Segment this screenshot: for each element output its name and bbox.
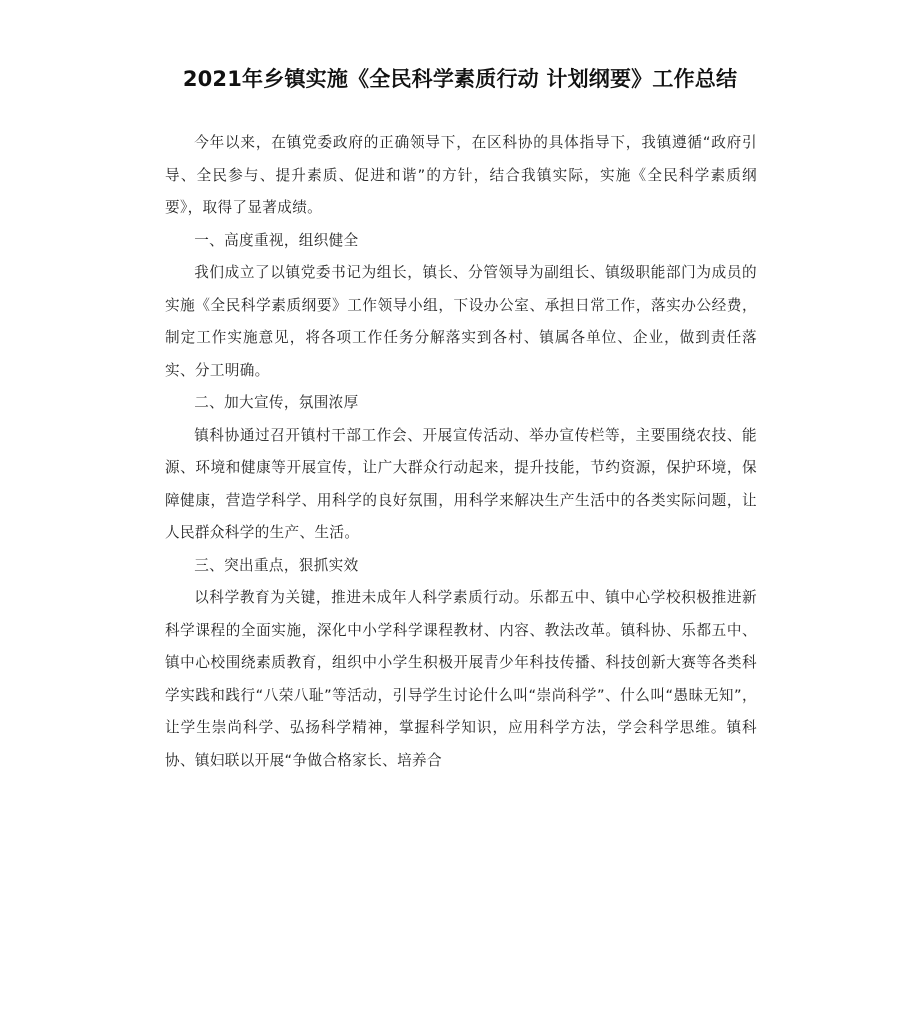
paragraph-section-2: 镇科协通过召开镇村干部工作会、开展宣传活动、举办宣传栏等，主要围绕农技、能源、环境和健康等开展宣传，让广大群众行动起来，提升技能，节约资源，保护环境，保障健康，营造学科学、用科学的良好氛围，用科学来解决生产生活中的各类实际问题，让人民群众科学的生产、生活。	[165, 426, 757, 541]
section-heading-3: 三、突出重点，狠抓实效	[194, 556, 359, 574]
document-title: 2021年乡镇实施《全民科学素质行动 计划纲要》工作总结	[182, 67, 738, 91]
section-heading-2: 二、加大宣传，氛围浓厚	[194, 394, 359, 411]
section-heading-1: 一、高度重视，组织健全	[194, 231, 359, 249]
paragraph-intro: 今年以来，在镇党委政府的正确领导下，在区科协的具体指导下，我镇遵循“政府引导、全民参与、提升素质、促进和谐”的方针，结合我镇实际，实施《全民科学素质纲要》，取得了显著成绩。	[165, 134, 757, 216]
paragraph-section-3: 以科学教育为关键，推进未成年人科学素质行动。乐都五中、镇中心学校积极推进新科学课程的全面实施，深化中小学科学课程教材、内容、教法改革。镇科协、乐都五中、镇中心校围绕素质教育，组织中小学生积极开展青少年科技传播、科技创新大赛等各类科学实践和践行“八荣八耻”等活动，引导学生讨论什么叫“崇尚科学”、什么叫“愚昧无知”，让学生崇尚科学、弘扬科学精神，掌握科学知识，应用科学方法，学会科学思维。镇科协、镇妇联以开展“争做合格家长、培养合	[165, 589, 757, 769]
document-body	[165, 127, 757, 777]
paragraph-section-1: 我们成立了以镇党委书记为组长，镇长、分管领导为副组长、镇级职能部门为成员的实施《全民科学素质纲要》工作领导小组，下设办公室、承担日常工作，落实办公经费，制定工作实施意见，将各项工作任务分解落实到各村、镇属各单位、企业，做到责任落实、分工明确。	[165, 264, 757, 379]
